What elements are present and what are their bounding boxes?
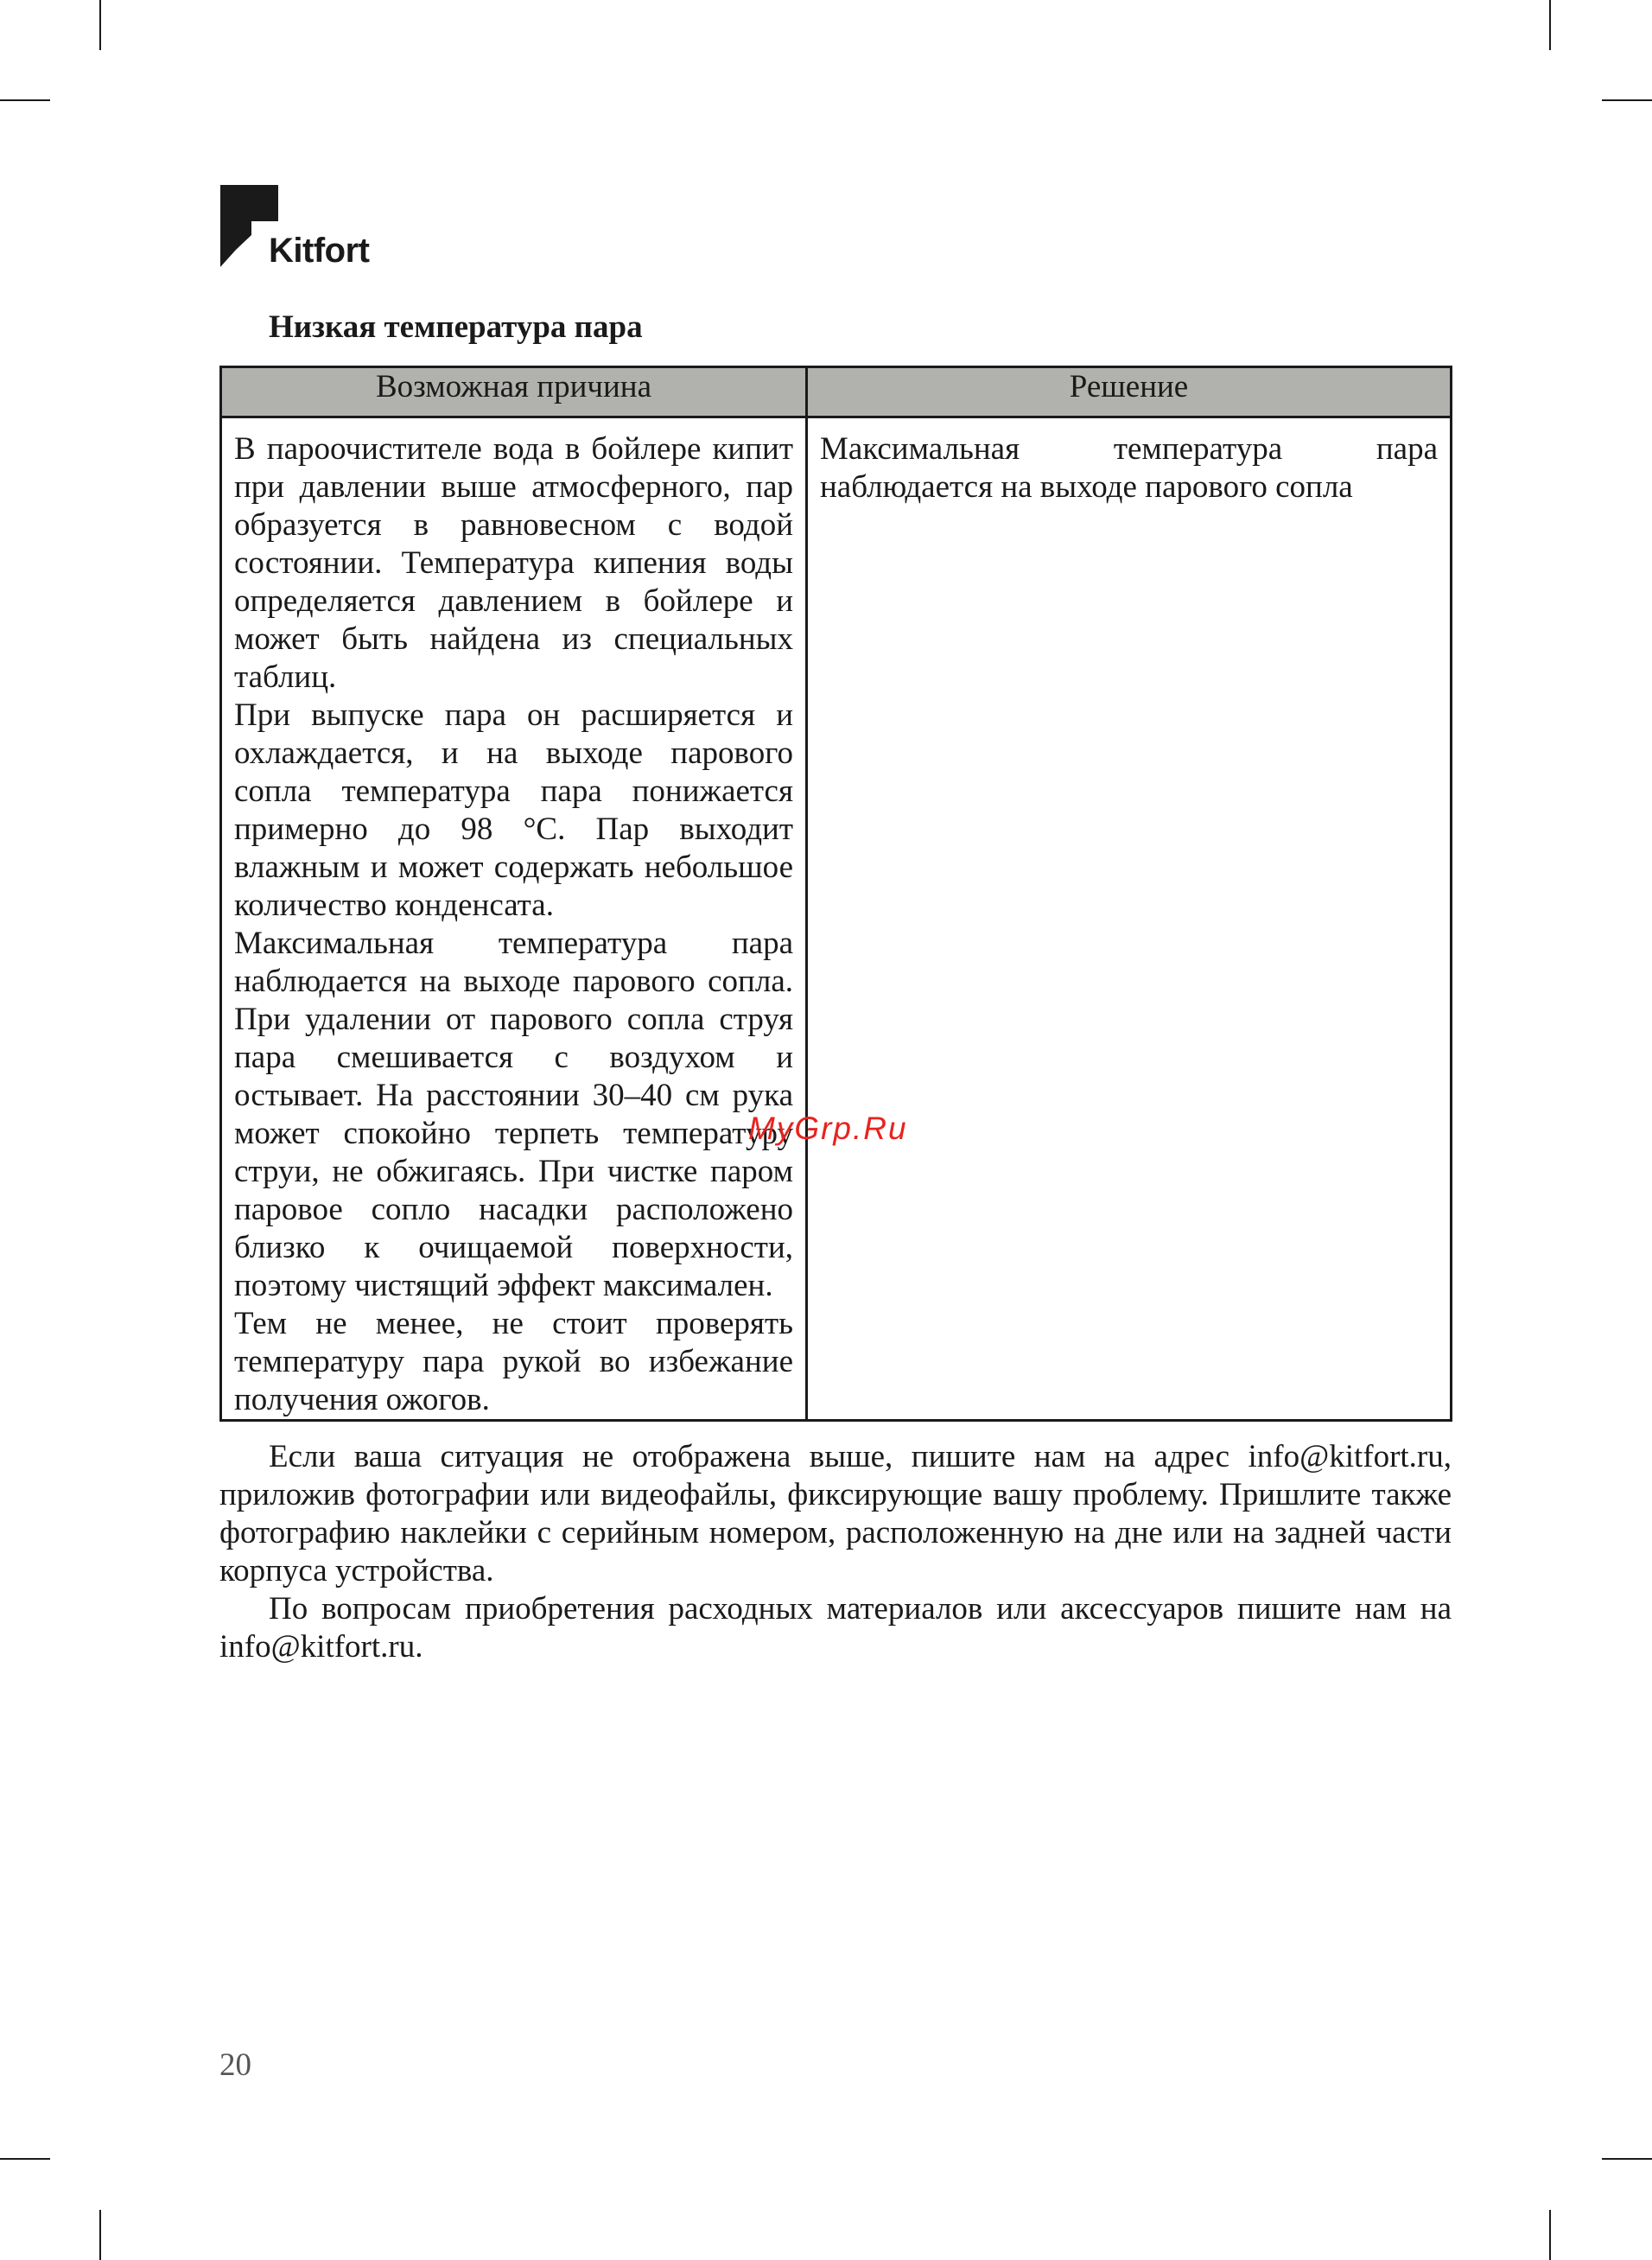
- crop-mark-right-top: [1602, 99, 1652, 101]
- header-solution: Решение: [807, 367, 1452, 417]
- cause-paragraph: В пароочистителе вода в бойлере кипит при давлении выше атмосферного, пар образуется в равновесном с водой состоянии. Температура кипения воды определяется давлением в бойлере и может быть найдена из специальных таблиц.: [234, 431, 793, 695]
- solution-cell: [807, 417, 1452, 1421]
- cause-paragraph: При выпуске пара он расширяется и охлаждается, и на выходе парового сопла температура пара понижается примерно до 98 °С. Пар выходит влажным и может содержать небольшое количество конденсата.: [234, 697, 793, 923]
- cause-paragraph: Тем не менее, не стоит проверять температуру пара рукой во избежание получения ожогов.: [234, 1306, 793, 1417]
- crop-mark-top-right: [1549, 0, 1551, 50]
- crop-mark-top-left: [99, 0, 101, 50]
- page-number: 20: [219, 2047, 251, 2083]
- crop-mark-right-bottom: [1602, 2158, 1652, 2160]
- solution-text: Максимальная температура пара наблюдается на выходе парового сопла: [820, 431, 1438, 505]
- brand-logo: [220, 185, 393, 271]
- contact-paragraph: Если ваша ситуация не отображена выше, пишите нам на адрес info@kitfort.ru, приложив фотографии или видеофайлы, фиксирующие вашу проблему. Пришлите также фотографию наклейки с серийным номером, расположенную на дне или на задней части корпуса устройства.: [219, 1439, 1452, 1588]
- troubleshooting-table: [219, 366, 1452, 1422]
- table-header-row: [221, 367, 1452, 417]
- accessories-paragraph: По вопросам приобретения расходных материалов или аксессуаров пишите нам на info@kitfort.ru.: [219, 1591, 1452, 1665]
- contact-text: [219, 1438, 1452, 1666]
- crop-mark-bottom-left: [99, 2210, 101, 2260]
- brand-name: Kitfort: [269, 232, 370, 270]
- header-cause: Возможная причина: [221, 367, 807, 417]
- cause-cell: [221, 417, 807, 1421]
- crop-mark-left-top: [0, 99, 50, 101]
- section-title: Низкая температура пара: [269, 309, 643, 345]
- watermark-text: MyGrp.Ru: [748, 1111, 908, 1146]
- crop-mark-bottom-right: [1549, 2210, 1551, 2260]
- cause-paragraph: Максимальная температура пара наблюдается на выходе парового сопла. При удалении от парового сопла струя пара смешивается с воздухом и остывает. На расстоянии 30–40 см рука может спокойно терпеть температуру струи, не обжигаясь. При чистке паром паровое сопло насадки расположено близко к очищаемой поверхности, поэтому чистящий эффект максимален.: [234, 926, 793, 1303]
- table-row: [221, 417, 1452, 1421]
- crop-mark-left-bottom: [0, 2158, 50, 2160]
